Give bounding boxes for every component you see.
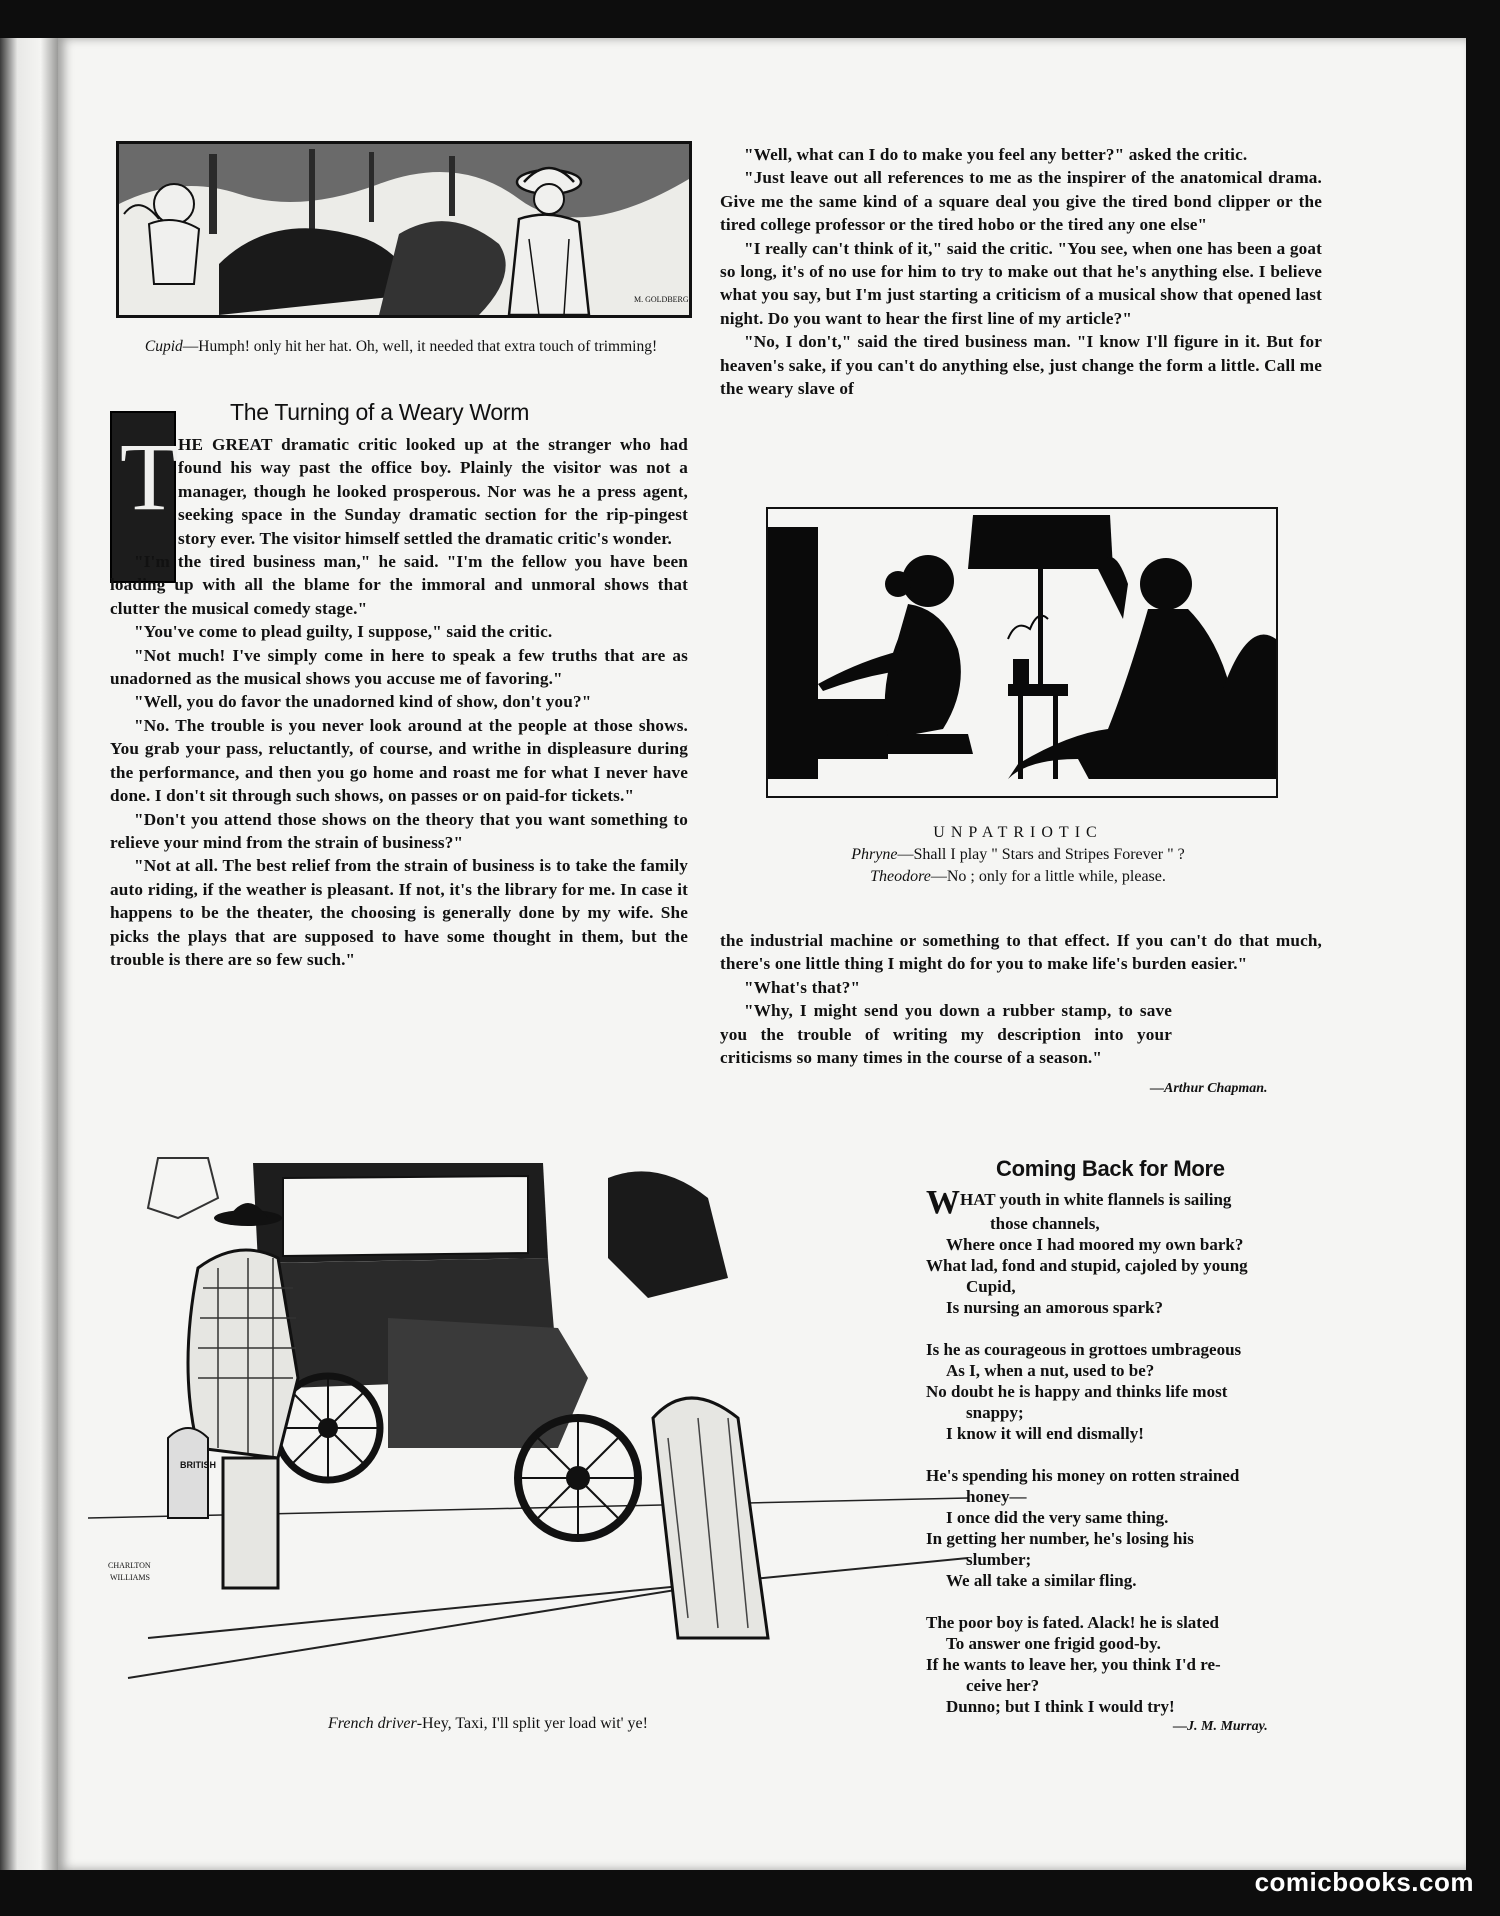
poem-line: ceive her? <box>966 1676 1040 1695</box>
svg-text:BRITISH: BRITISH <box>180 1460 216 1470</box>
article-paragraph: the industrial machine or something to that effect. If you can't do that much, there's one little thing I might do for you to make life's burden easier." <box>720 931 1322 974</box>
poem-line: He's spending his money on rotten strained <box>926 1466 1240 1485</box>
article-signature: —Arthur Chapman. <box>1150 1081 1268 1096</box>
svg-text:CHARLTON: CHARLTON <box>108 1561 151 1570</box>
site-watermark: comicbooks.com <box>1254 1867 1474 1897</box>
poem-line: Where once I had moored my own bark? <box>946 1235 1244 1254</box>
article-dropcap-letter: T <box>120 423 179 530</box>
article-paragraph: "Just leave out all references to me as the inspirer of the anatomical drama. Give me the same kind of a square deal you give the tired bond clipper or the tired college professor or the tired hobo or the tired any one else" <box>720 168 1322 235</box>
poem-line: What lad, fond and stupid, cajoled by young <box>926 1256 1248 1275</box>
article-paragraph: "You've come to plead guilty, I suppose," said the critic. <box>134 622 553 642</box>
poem-line: Dunno; but I think I would try! <box>946 1697 1175 1716</box>
cupid-caption <box>116 336 686 357</box>
poem-line: Cupid, <box>966 1277 1016 1296</box>
article-paragraph: "Why, I might send you down a rubber stamp, to save you the trouble of writing my description into your criticisms so many times in the course of a season." <box>720 1001 1172 1068</box>
poem-line: slumber; <box>966 1550 1032 1569</box>
silhouette-line-1 <box>758 844 1278 866</box>
silhouette-title: UNPATRIOTIC <box>933 824 1103 841</box>
theodore-speaker: Theodore <box>870 868 931 885</box>
theodore-text: —No ; only for a little while, please. <box>930 868 1166 885</box>
magazine-page <box>58 38 1466 1870</box>
taxi-caption <box>208 1713 768 1734</box>
article-paragraph: "Don't you attend those shows on the theory that you want something to relieve your mind from the strain of business?" <box>110 809 688 852</box>
poem-line: I know it will end dismally! <box>946 1424 1144 1443</box>
article-paragraph: "Not at all. The best relief from the strain of business is to take the family auto riding, if the weather is pleasant. If not, it's the library for me. In case it happens to be the theater, the choosing is generally done by my wife. She picks the plays that are supposed to have some thought in them, but the trouble is there are so few such." <box>110 856 688 969</box>
poem-line: Is nursing an amorous spark? <box>946 1298 1163 1317</box>
taxi-caption-text: -Hey, Taxi, I'll split yer load wit' ye! <box>416 1715 648 1732</box>
poem-line: We all take a similar fling. <box>946 1571 1137 1590</box>
poem-line: I once did the very same thing. <box>946 1508 1169 1527</box>
poem-line: To answer one frigid good-by. <box>946 1634 1161 1653</box>
silhouette-line-2 <box>758 866 1278 888</box>
poem-line: As I, when a nut, used to be? <box>946 1361 1155 1380</box>
poem-dropcap: W <box>926 1184 960 1221</box>
cupid-caption-text: —Humph! only hit her hat. Oh, well, it needed that extra touch of trimming! <box>182 338 658 355</box>
poem-first-line <box>926 1184 1326 1221</box>
poem-line: those channels, <box>990 1214 1100 1233</box>
poem-line: The poor boy is fated. Alack! he is slated <box>926 1613 1219 1632</box>
poem-line: snappy; <box>966 1403 1024 1422</box>
poem-line: Is he as courageous in grottoes umbrageous <box>926 1340 1242 1359</box>
article-right-column-top <box>720 143 1322 400</box>
cupid-speaker: Cupid <box>144 338 183 355</box>
phryne-text: —Shall I play " Stars and Stripes Forever " ? <box>897 846 1185 863</box>
poem-headline: Coming Back for More <box>996 1156 1225 1181</box>
article-paragraph: "Not much! I've simply come in here to speak a few truths that are as unadorned as the musical shows you accuse me of favoring." <box>110 645 688 689</box>
poem-line: If he wants to leave her, you think I'd re- <box>926 1655 1221 1674</box>
article-left-column <box>110 433 688 971</box>
taxi-illustration <box>88 1118 968 1703</box>
article-paragraph: "I really can't think of it," said the critic. "You see, when one has been a goat so long, it's of no use for him to try to make out that he's anything else. I believe what you say, but I'm just starting a criticism of a musical show that opened last night. Do you want to hear the first line of my article?" <box>720 238 1322 328</box>
silhouette-illustration <box>766 507 1278 798</box>
article-paragraph: "No. The trouble is you never look around at the people at those shows. You grab your pass, reluctantly, of course, and writhe in displeasure during the performance, and then you go home and roast me for what I never have done. I don't sit through such shows, on passes or on paid-for tickets." <box>110 715 688 806</box>
poem-stanza-1 <box>926 1213 1326 1318</box>
svg-text:WILLIAMS: WILLIAMS <box>110 1573 150 1582</box>
silhouette-caption <box>758 822 1278 888</box>
poem-signature: —J. M. Murray. <box>1173 1719 1268 1734</box>
article-headline: The Turning of a Weary Worm <box>230 399 530 425</box>
svg-text:M. GOLDBERG: M. GOLDBERG <box>634 295 689 304</box>
poem-stanza-2 <box>926 1339 1326 1444</box>
article-paragraph: "What's that?" <box>744 977 861 997</box>
article-right-column-bottom <box>720 929 1322 1069</box>
poem-line: HAT youth in white flannels is sailing <box>960 1190 1232 1209</box>
article-paragraph: "Well, what can I do to make you feel any better?" asked the critic. <box>744 145 1248 164</box>
poem-body <box>926 1184 1326 1717</box>
poem-stanza-4 <box>926 1612 1326 1717</box>
poem-line: honey— <box>966 1487 1027 1506</box>
article-paragraph: HE GREAT dramatic critic looked up at the stranger who had found his way past the office boy. Plainly the visitor was not a manager, though he looked prosperous. Nor was he a press agent, seeking space in the Sunday dramatic section for the rip-pingest story ever. The visitor himself settled the dramatic critic's wonder. <box>178 435 688 548</box>
poem-stanza-3 <box>926 1465 1326 1591</box>
article-paragraph: "Well, you do favor the unadorned kind of show, don't you?" <box>134 692 592 712</box>
book-binding <box>0 38 58 1870</box>
article-paragraph: "I'm the tired business man," he said. "I'm the fellow you have been loading up with all the blame for the immoral and unmoral shows that clutter the musical comedy stage." <box>110 552 688 618</box>
phryne-speaker: Phryne <box>851 846 898 863</box>
taxi-speaker: French driver <box>328 1715 417 1732</box>
article-paragraph: "No, I don't," said the tired business man. "I know I'll figure in it. But for heaven's sake, if you can't do anything else, just change the form a little. Call me the weary slave of <box>720 332 1322 399</box>
cupid-illustration <box>116 141 692 318</box>
poem-line: No doubt he is happy and thinks life most <box>926 1382 1228 1401</box>
poem-line: In getting her number, he's losing his <box>926 1529 1194 1548</box>
